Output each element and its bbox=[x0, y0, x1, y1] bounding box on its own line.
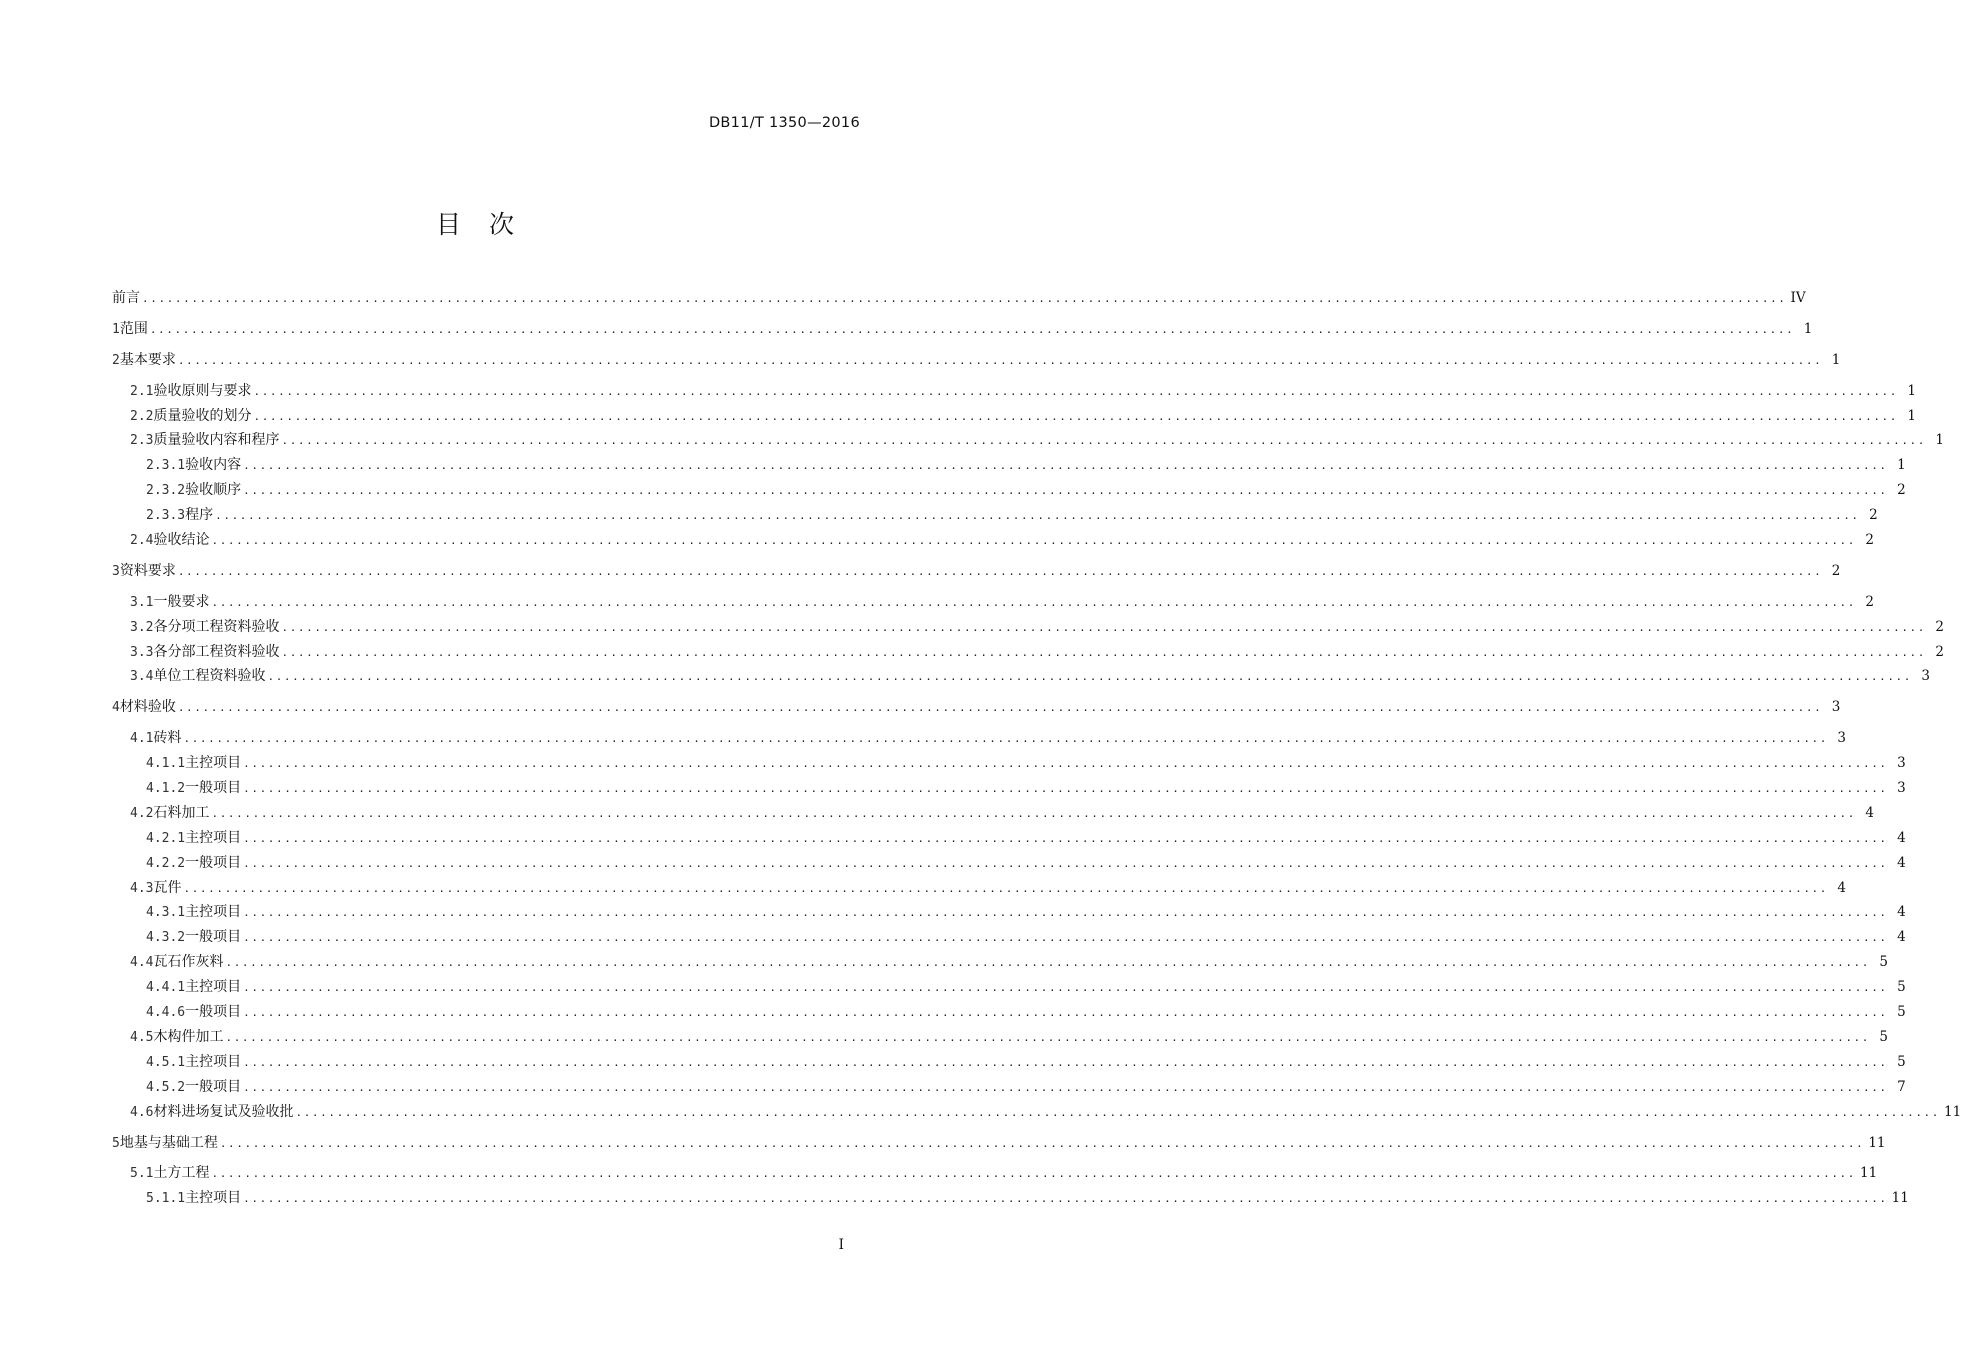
toc-entry-label: 验收原则与要求 bbox=[153, 382, 252, 399]
toc-entry-page: 2 bbox=[1865, 593, 1874, 610]
toc-leader-dots: ........................................................................................................................................................................................................ bbox=[281, 620, 1926, 634]
toc-entry[interactable] bbox=[112, 664, 1930, 689]
toc-entry-number: 4.1.1 bbox=[146, 756, 186, 772]
toc-entry-number: 4.4 bbox=[130, 955, 154, 971]
toc-entry-number: 5.1 bbox=[130, 1166, 154, 1182]
toc-entry-number: 2.4 bbox=[130, 533, 154, 549]
toc-entry-page: 2 bbox=[1897, 482, 1906, 499]
toc-leader-dots: ........................................................................................................................................................................................................ bbox=[281, 645, 1926, 659]
toc-entry-label: 木构件加工 bbox=[153, 1028, 224, 1045]
toc-entry-page: 11 bbox=[1944, 1103, 1961, 1120]
toc-entry-page: 11 bbox=[1868, 1134, 1886, 1151]
toc-leader-dots: ........................................................................................................................................................................................................ bbox=[243, 931, 1888, 945]
toc-entry-number: 3.3 bbox=[130, 644, 154, 660]
toc-leader-dots: ........................................................................................................................................................................................................ bbox=[243, 1192, 1888, 1206]
toc-entry-number: 4.1 bbox=[130, 731, 154, 747]
toc-entry[interactable] bbox=[112, 1000, 1906, 1025]
toc-entry[interactable] bbox=[112, 528, 1874, 553]
toc-entry-label: 砖料 bbox=[153, 730, 182, 747]
toc-title: 目次 bbox=[435, 210, 542, 239]
toc-entry-number: 4.5.2 bbox=[146, 1079, 186, 1095]
toc-entry-number: 4.3 bbox=[130, 880, 154, 896]
toc-leader-dots: ........................................................................................................................................................................................................ bbox=[177, 701, 1823, 715]
toc-leader-dots: ........................................................................................................................................................................................................ bbox=[267, 670, 1912, 684]
toc-entry-label: 瓦石作灰料 bbox=[153, 954, 224, 971]
toc-entry-number: 4.2.2 bbox=[146, 855, 186, 871]
toc-entry-label: 一般项目 bbox=[185, 929, 242, 946]
toc-entry-page: 5 bbox=[1879, 954, 1888, 971]
toc-entry-page: 1 bbox=[1897, 457, 1906, 474]
toc-entry[interactable] bbox=[112, 1100, 1961, 1125]
toc-entry-number: 4.3.1 bbox=[146, 905, 186, 921]
toc-leader-dots: ........................................................................................................................................................................................................ bbox=[243, 981, 1888, 995]
toc-entry[interactable] bbox=[112, 851, 1906, 876]
toc-leader-dots: ........................................................................................................................................................................................................ bbox=[243, 1080, 1888, 1094]
toc-entry-page: 4 bbox=[1865, 804, 1874, 821]
toc-entry-page: 5 bbox=[1897, 979, 1906, 996]
toc-entry-number: 5.1.1 bbox=[146, 1191, 186, 1207]
toc-leader-dots: ........................................................................................................................................................................................................ bbox=[211, 595, 1856, 609]
toc-entry-label: 基本要求 bbox=[119, 351, 176, 368]
toc-entry-page: 2 bbox=[1869, 507, 1878, 524]
toc-entry-page: 5 bbox=[1897, 1053, 1906, 1070]
toc-entry-label: 各分项工程资料验收 bbox=[153, 618, 280, 635]
toc-entry-page: IV bbox=[1790, 290, 1806, 306]
document-code: DB11/T 1350—2016 bbox=[708, 115, 860, 131]
toc-entry[interactable] bbox=[112, 286, 1806, 311]
toc-entry[interactable] bbox=[112, 1161, 1878, 1186]
toc-leader-dots: ........................................................................................................................................................................................................ bbox=[219, 1136, 1865, 1150]
toc-entry[interactable] bbox=[112, 379, 1916, 404]
toc-entry[interactable] bbox=[112, 503, 1878, 528]
toc-entry-number: 1 bbox=[112, 321, 120, 337]
toc-entry-label: 一般项目 bbox=[185, 854, 242, 871]
toc-leader-dots: ........................................................................................................................................................................................................ bbox=[243, 831, 1888, 845]
toc-entry[interactable] bbox=[112, 826, 1906, 851]
toc-entry-number: 4.3.2 bbox=[146, 930, 186, 946]
toc-entry-page: 2 bbox=[1935, 618, 1944, 635]
toc-entry-number: 4.5.1 bbox=[146, 1054, 186, 1070]
toc-entry-number: 4.1.2 bbox=[146, 781, 186, 797]
toc-entry-label: 各分部工程资料验收 bbox=[153, 643, 280, 660]
toc-entry[interactable] bbox=[112, 1025, 1888, 1050]
toc-entry-page: 11 bbox=[1891, 1190, 1909, 1207]
toc-entry-number: 2.2 bbox=[130, 408, 154, 424]
toc-entry-page: 5 bbox=[1879, 1028, 1888, 1045]
toc-leader-dots: ........................................................................................................................................................................................................ bbox=[243, 459, 1888, 473]
toc-entry-label: 主控项目 bbox=[185, 979, 242, 996]
toc-leader-dots: ........................................................................................................................................................................................................ bbox=[243, 1055, 1888, 1069]
toc-entry-label: 主控项目 bbox=[185, 755, 242, 772]
toc-entry-label: 主控项目 bbox=[185, 1190, 242, 1207]
toc-entry[interactable] bbox=[112, 1050, 1906, 1075]
toc-entry-label: 一般项目 bbox=[185, 1004, 242, 1021]
toc-leader-dots: ........................................................................................................................................................................................................ bbox=[225, 1030, 1870, 1044]
toc-leader-dots: ........................................................................................................................................................................................................ bbox=[177, 353, 1823, 367]
toc-entry[interactable] bbox=[112, 404, 1916, 429]
toc-entry[interactable] bbox=[112, 1131, 1886, 1156]
toc-entry-page: 5 bbox=[1897, 1004, 1906, 1021]
toc-entry-label: 主控项目 bbox=[185, 829, 242, 846]
toc-leader-dots: ........................................................................................................................................................................................................ bbox=[177, 564, 1823, 578]
toc-leader-dots: ........................................................................................................................................................................................................ bbox=[243, 906, 1888, 920]
toc-entry-label: 主控项目 bbox=[185, 1053, 242, 1070]
toc-entry[interactable] bbox=[112, 876, 1846, 901]
toc-entry-number: 2.3 bbox=[130, 433, 154, 449]
toc-entry[interactable] bbox=[112, 317, 1813, 342]
toc-entry[interactable] bbox=[112, 559, 1841, 584]
toc-leader-dots: ........................................................................................................................................................................................................ bbox=[225, 956, 1870, 970]
toc-leader-dots: ........................................................................................................................................................................................................ bbox=[211, 534, 1856, 548]
toc-entry-page: 1 bbox=[1935, 432, 1944, 449]
toc-entry-number: 2.1 bbox=[130, 383, 154, 399]
toc-entry[interactable] bbox=[112, 776, 1906, 801]
toc-leader-dots: ........................................................................................................................................................................................................ bbox=[243, 1006, 1888, 1020]
toc-entry-page: 4 bbox=[1897, 829, 1906, 846]
toc-leader-dots: ........................................................................................................................................................................................................ bbox=[243, 782, 1888, 796]
toc-entry-page: 2 bbox=[1935, 643, 1944, 660]
toc-entry-label: 瓦件 bbox=[153, 879, 182, 896]
toc-entry[interactable] bbox=[112, 590, 1874, 615]
toc-entry-number: 4 bbox=[112, 700, 120, 716]
toc-entry-number: 3 bbox=[112, 563, 120, 579]
toc-entry[interactable] bbox=[112, 726, 1846, 751]
toc-entry-page: 3 bbox=[1837, 730, 1846, 747]
toc-entry-page: 1 bbox=[1907, 407, 1916, 424]
toc-entry-label: 地基与基础工程 bbox=[119, 1134, 218, 1151]
toc-entry-label: 一般要求 bbox=[153, 593, 210, 610]
toc-leader-dots: ........................................................................................................................................................................................................ bbox=[243, 757, 1888, 771]
toc-entry-page: 2 bbox=[1831, 562, 1841, 579]
toc-entry-number: 4.4.6 bbox=[146, 1005, 186, 1021]
toc-entry-number: 2.3.3 bbox=[146, 508, 186, 524]
toc-entry-number: 2.3.1 bbox=[146, 458, 186, 474]
toc-entry-label: 资料要求 bbox=[119, 562, 176, 579]
toc-entry-number: 4.5 bbox=[130, 1029, 154, 1045]
toc-entry-number: 3.2 bbox=[130, 619, 154, 635]
toc-leader-dots: ........................................................................................................................................................................................................ bbox=[253, 384, 1898, 398]
toc-entry-label: 主控项目 bbox=[185, 904, 242, 921]
toc-leader-dots: ........................................................................................................................................................................................................ bbox=[142, 292, 1787, 305]
toc-entry-number: 2.3.2 bbox=[146, 483, 186, 499]
toc-entry[interactable] bbox=[112, 1075, 1906, 1100]
toc-leader-dots: ........................................................................................................................................................................................................ bbox=[211, 806, 1856, 820]
toc-leader-dots: ........................................................................................................................................................................................................ bbox=[183, 881, 1828, 895]
toc-entry-label: 石料加工 bbox=[153, 804, 210, 821]
toc-entry[interactable] bbox=[112, 453, 1906, 478]
toc-entry[interactable] bbox=[112, 478, 1906, 503]
toc-entry-number: 4.4.1 bbox=[146, 980, 186, 996]
toc-leader-dots: ........................................................................................................................................................................................................ bbox=[281, 434, 1926, 448]
toc-entry[interactable] bbox=[112, 925, 1906, 950]
toc-entry-page: 11 bbox=[1860, 1165, 1878, 1182]
toc-entry-number: 4.2.1 bbox=[146, 830, 186, 846]
toc-entry-label: 材料进场复试及验收批 bbox=[153, 1103, 294, 1120]
toc-entry[interactable] bbox=[112, 1186, 1909, 1211]
toc-entry-label: 材料验收 bbox=[119, 699, 176, 716]
toc-entry-page: 3 bbox=[1921, 668, 1930, 685]
toc-leader-dots: ........................................................................................................................................................................................................ bbox=[253, 409, 1898, 423]
toc-entry[interactable] bbox=[112, 695, 1841, 720]
toc-entry[interactable] bbox=[112, 615, 1944, 640]
toc-entry-page: 3 bbox=[1831, 699, 1841, 716]
toc-leader-dots: ........................................................................................................................................................................................................ bbox=[211, 1167, 1856, 1181]
toc-entry-label: 单位工程资料验收 bbox=[153, 668, 266, 685]
toc-entry-label: 程序 bbox=[185, 507, 214, 524]
toc-leader-dots: ........................................................................................................................................................................................................ bbox=[215, 509, 1860, 523]
toc-entry-label: 土方工程 bbox=[153, 1165, 210, 1182]
toc-entry-label: 验收内容 bbox=[185, 457, 242, 474]
toc-leader-dots: ........................................................................................................................................................................................................ bbox=[149, 322, 1795, 336]
toc-entry-number: 3.4 bbox=[130, 669, 154, 685]
toc-entry[interactable] bbox=[112, 975, 1906, 1000]
toc-entry[interactable] bbox=[112, 348, 1841, 373]
toc-entry-label: 前言 bbox=[112, 290, 140, 306]
toc-entry-label: 范围 bbox=[119, 320, 148, 337]
table-of-contents bbox=[112, 286, 1961, 1211]
toc-entry-label: 一般项目 bbox=[185, 780, 242, 797]
toc-leader-dots: ........................................................................................................................................................................................................ bbox=[295, 1105, 1940, 1119]
toc-entry[interactable] bbox=[112, 900, 1906, 925]
toc-entry[interactable] bbox=[112, 801, 1874, 826]
toc-entry-page: 3 bbox=[1897, 755, 1906, 772]
toc-entry-page: 4 bbox=[1837, 879, 1846, 896]
toc-entry[interactable] bbox=[112, 428, 1944, 453]
toc-entry-page: 4 bbox=[1897, 854, 1906, 871]
toc-entry[interactable] bbox=[112, 751, 1906, 776]
toc-entry-page: 1 bbox=[1803, 320, 1813, 337]
toc-entry-page: 3 bbox=[1897, 780, 1906, 797]
toc-entry-number: 5 bbox=[112, 1135, 120, 1151]
toc-leader-dots: ........................................................................................................................................................................................................ bbox=[243, 484, 1888, 498]
toc-entry-page: 4 bbox=[1897, 929, 1906, 946]
toc-entry-number: 4.6 bbox=[130, 1104, 154, 1120]
toc-entry-label: 质量验收的划分 bbox=[153, 407, 252, 424]
toc-entry-label: 验收结论 bbox=[153, 532, 210, 549]
toc-entry-page: 7 bbox=[1897, 1078, 1906, 1095]
toc-entry-page: 1 bbox=[1907, 382, 1916, 399]
toc-entry[interactable] bbox=[112, 950, 1888, 975]
page-number: I bbox=[838, 1237, 844, 1253]
toc-entry[interactable] bbox=[112, 640, 1944, 665]
toc-entry-label: 质量验收内容和程序 bbox=[153, 432, 280, 449]
toc-leader-dots: ........................................................................................................................................................................................................ bbox=[183, 732, 1828, 746]
toc-entry-page: 1 bbox=[1831, 351, 1841, 368]
toc-leader-dots: ........................................................................................................................................................................................................ bbox=[243, 856, 1888, 870]
toc-entry-number: 4.2 bbox=[130, 805, 154, 821]
toc-entry-number: 3.1 bbox=[130, 594, 154, 610]
toc-entry-page: 4 bbox=[1897, 904, 1906, 921]
toc-entry-label: 验收顺序 bbox=[185, 482, 242, 499]
toc-entry-number: 2 bbox=[112, 352, 120, 368]
toc-entry-label: 一般项目 bbox=[185, 1078, 242, 1095]
toc-entry-page: 2 bbox=[1865, 532, 1874, 549]
